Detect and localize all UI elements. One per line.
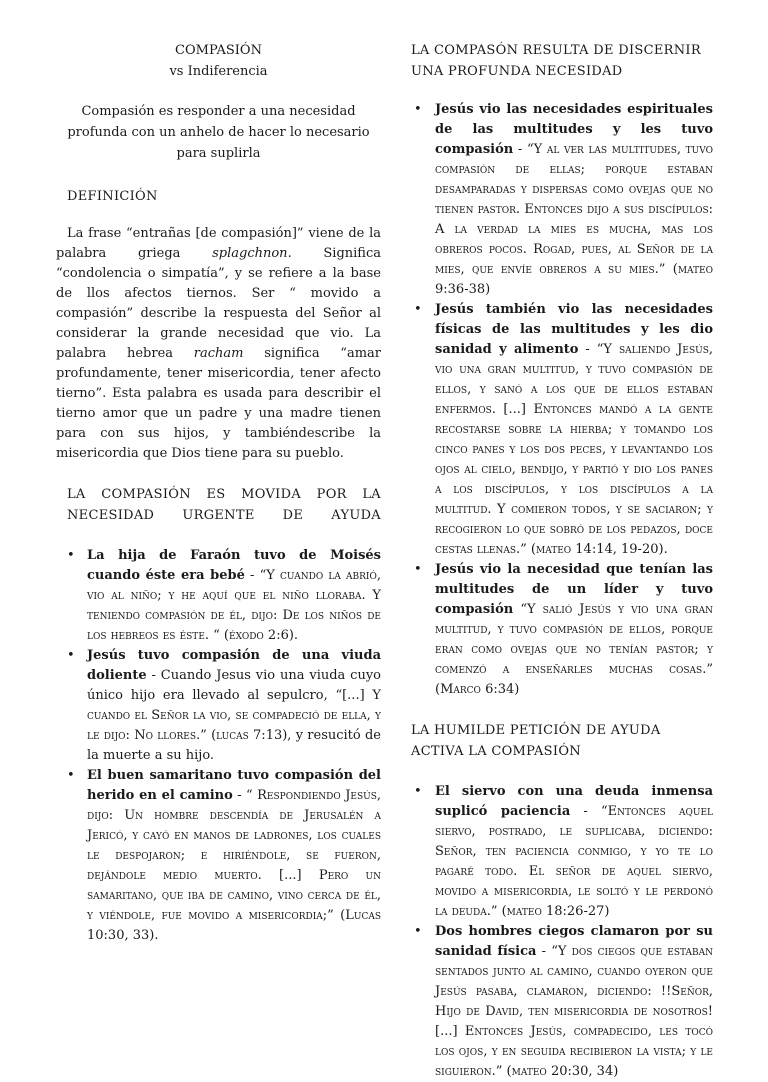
item-bold: El siervo con una deuda inmensa suplicó paciencia (435, 784, 713, 819)
item-bold: El buen samaritano tuvo compasión del herido en el camino (87, 768, 381, 803)
item-quote: Y cuando el Señor la vio, se compadeció de ella, y le dijo: No llores.” (lucas (87, 688, 381, 743)
item-dash: - “ (232, 788, 258, 803)
list-item (64, 766, 381, 946)
item-ref: 10:30, 33). (87, 928, 159, 943)
document-subtitle: vs Indiferencia (169, 64, 268, 79)
lead-paragraph: Compasión es responder a una necesidad profunda con un anhelo de hacer lo necesario para suplirla (67, 104, 370, 161)
item-dash: - “ (513, 142, 534, 157)
item-quote: Y al ver las multitudes, tuvo compasión de ellas; porque estaban desamparadas y dispersas como ovejas que no tienen pastor. Entonces dijo a sus discípulos: A la verdad la mies es mucha, mas los obreros pocos. Rogad, pues, al Señor de la mies, que envíe obreros a su mies.” (mateo (435, 142, 713, 277)
humble-request-list (411, 782, 713, 1082)
section-heading-humble-request: LA HUMILDE PETICIÓN DE AYUDA ACTIVA LA COMPASIÓN (411, 723, 661, 759)
item-bold: Jesús vio la necesidad que tenían las multitudes de un líder y tuvo compasión (435, 562, 713, 617)
item-quote: Y cuando la abrió, vio al niño; y he aquí que el niño lloraba. Y teniendo compasión de él, dijo: De los niños de los hebreos es éste. “ (éxodo (87, 568, 381, 643)
item-quote: Respondiendo Jesús, dijo: Un hombre descendía de Jerusalén a Jericó, y cayó en manos de ladrones, los cuales le despojaron; e hiriéndole, se fueron, dejándole medio muerto. [...] Pero un samaritano, que iba de camino, vino cerca de él, y viéndole, fue movido a misericordia;” (Lucas (87, 788, 382, 923)
item-ref: 6:34) (480, 682, 520, 697)
section-heading-urgent-need (56, 484, 381, 526)
item-ref: 9:36-38) (435, 282, 491, 297)
document-title: COMPASIÓN (175, 43, 262, 58)
item-dash: - “ (570, 804, 608, 819)
item-dash: - “ (244, 568, 267, 583)
item-quote: Y dos ciegos que estaban sentados junto al camino, cuando oyeron que Jesús pasaba, clamaron, diciendo: !!Señor, Hijo de David, ten misericordia de nosotros! [...] Entonces Jesús, compadecido, les tocó los ojos, y en seguida recibieron la vista; y le siguieron.” (mateo (435, 944, 713, 1079)
left-column (56, 40, 381, 946)
item-quote: Y salió Jesús y vio una gran multitud, y tuvo compasión de ellos, porque eran como ovejas que no tenían pastor; y comenzó a enseñarles muchas cosas.” (Marco (435, 602, 713, 697)
section-heading-text: LA COMPASIÓN ES MOVIDA POR LA NECESIDAD URGENTE DE AYUDA (67, 487, 381, 523)
item-bold: Jesús vio las necesidades espirituales de las multitudes y les tuvo compasión (435, 102, 713, 157)
item-quote: Y saliendo Jesús, vio una gran multitud, y tuvo compasión de ellos, y sanó a los que de ellos estaban enfermos. [...] Entonces mandó a la gente recostarse sobre la hierba; y tomando los cinco panes y los dos peces, y levantando los ojos al cielo, bendijo, y partió y dio los panes a los discípulos, y los discípulos a la multitud. Y comieron todos, y se saciaron; y recogieron lo que sobró de los pedazos, doce cestas llenas.” (mateo (435, 342, 713, 557)
item-dash: - “ (536, 944, 558, 959)
item-bold: La hija de Faraón tuvo de Moisés cuando éste era bebé (87, 548, 381, 583)
list-item (411, 782, 713, 922)
list-item (411, 100, 713, 300)
item-quote: Entonces aquel siervo, postrado, le suplicaba, diciendo: Señor, ten paciencia conmigo, y yo te lo pagaré todo. El señor de aquel siervo, movido a misericordia, le soltó y le perdonó la deuda.” (mateo (435, 804, 713, 919)
definition-paragraph (56, 224, 381, 464)
item-ref: 18:26-27) (541, 904, 610, 919)
section-heading-discern-need: LA COMPASÓN RESULTA DE DISCERNIR UNA PROFUNDA NECESIDAD (411, 43, 701, 79)
item-bold: Jesús tuvo compasión de una viuda doliente (87, 648, 381, 683)
hebrew-word: racham (193, 346, 244, 361)
definition-text-3: significa “amar profundamente, tener misericordia, tener afecto tierno”. Esta palabra es usada para describir el tierno amor que un padre y una madre tienen para con sus hijos, y tambiéndescribe la misericordia que Dios tiene para su pueblo. (56, 346, 381, 461)
item-text: - Cuando Jesus vio una viuda cuyo único hijo era llevado al sepulcro, “[...] (87, 668, 381, 703)
urgent-need-list (56, 546, 381, 946)
list-item (64, 546, 381, 646)
right-column (411, 40, 713, 1082)
list-item (411, 560, 713, 700)
discern-need-list (411, 100, 713, 700)
greek-word: splagchnon (212, 246, 288, 261)
item-bold: Dos hombres ciegos clamaron por su sanidad física (435, 924, 713, 959)
item-ref: 20:30, 34) (546, 1064, 619, 1079)
definition-text-2: . Significa “condolencia o simpatía”, y se refiere a la base de llos afectos tiernos. Ser “ movido a compasión” describe la respuesta del Señor al considerar la grande necesidad que vio. La palabra hebrea (56, 246, 381, 361)
item-dash: - “ (578, 342, 604, 357)
definition-text-1: La frase “entrañas [de compasión]” viene de la palabra griega (56, 226, 381, 261)
item-ref: 14:14, 19-20). (571, 542, 668, 557)
list-item (411, 922, 713, 1082)
definition-heading: DEFINICIÓN (67, 189, 158, 204)
item-dash: “ (513, 602, 527, 617)
list-item (411, 300, 713, 560)
item-ref: 7:13), y resucitó de la muerte a su hijo. (87, 728, 381, 763)
item-bold: Jesús también vio las necesidades físicas de las multitudes y les dio sanidad y alimento (435, 302, 713, 357)
list-item (64, 646, 381, 766)
item-ref: 2:6). (263, 628, 299, 643)
